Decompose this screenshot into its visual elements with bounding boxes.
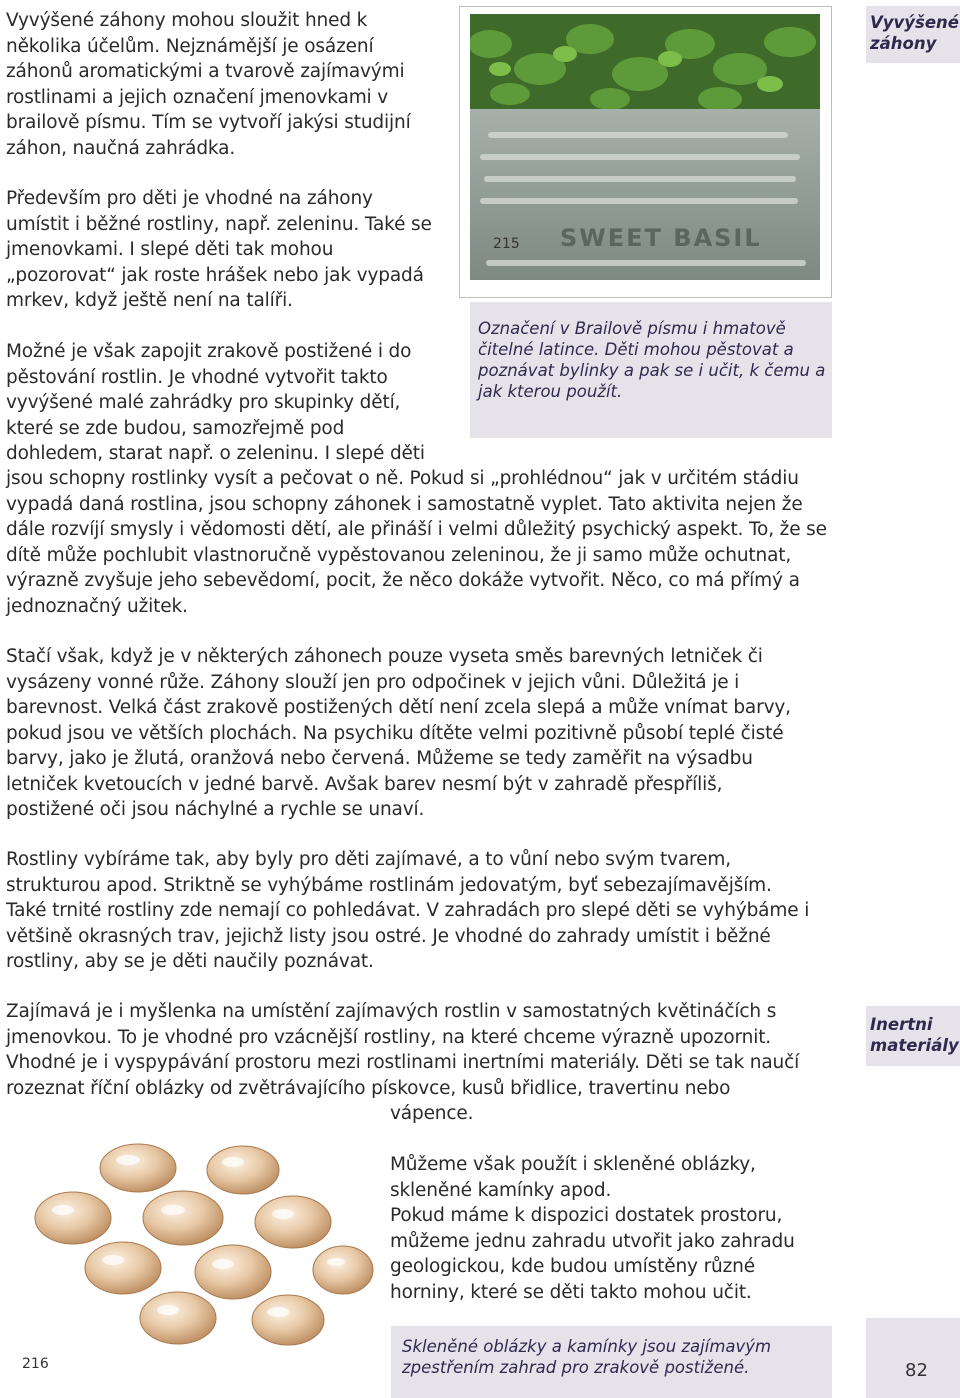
text-line: geologickou, kde budou umístěny různé — [390, 1256, 755, 1277]
text-line: Rostliny vybíráme tak, aby byly pro děti zajímavé, a to vůní nebo svým tvarem, — [6, 849, 731, 870]
text-line: dítě může pochlubit vlastnoručně vypěstovanou zeleninou, že ji samo může ochutnat, — [6, 544, 792, 566]
text-line: strukturou apod. Striktně se vyhýbáme rostlinám jedovatým, byť sebezajímavějším. — [6, 874, 772, 896]
text-line: dohledem, starat např. o zeleninu. I slepé děti — [6, 443, 425, 464]
text-line: jsou schopny rostlinky vysít a pečovat o ně. Pokud si „prohlédnou“ jak v určitém stádiu — [6, 468, 799, 489]
text-line: skleněné kamínky apod. — [390, 1179, 612, 1201]
text-line: můžeme jednu zahradu utvořit jako zahradu — [390, 1230, 795, 1252]
text-line: postižené oči jsou náchylné a rychle se unaví. — [6, 799, 425, 820]
paragraph-7 — [390, 1152, 831, 1305]
text-line: Především pro děti je vhodné na záhony — [6, 188, 373, 209]
figure-215-number: 215 — [493, 236, 520, 252]
text-line: jednoznačný užitek. — [6, 595, 188, 617]
text-line: jmenovkou. To je vhodné pro vzácnější rostliny, na které chceme výrazně upozornit. — [6, 1026, 772, 1048]
text-line: několika účelům. Nejznámější je osázení — [6, 35, 374, 57]
text-line: Vyvýšené záhony mohou sloužit hned k — [6, 10, 368, 31]
text-line: Možné je však zapojit zrakově postižené i do — [6, 341, 412, 362]
text-line: pokud jsou ve větších plochách. Na psychiku dítěte velmi pozitivně působí teplé čisté — [6, 722, 784, 744]
text-line: Vhodné je i vyspypávání prostoru mezi rostlinami inertními materiály. Děti se tak naučí — [6, 1052, 800, 1073]
sidebar-label-inert: Inertni materiály — [870, 1015, 959, 1055]
paragraph-6 — [6, 999, 831, 1101]
page-number: 82 — [905, 1360, 928, 1381]
braille-plate-image — [470, 14, 820, 280]
paragraph-1 — [6, 8, 448, 161]
text-line: vysázeny vonné růže. Záhony slouží jen pro odpočinek v jejich vůni. Důležitá je i — [6, 671, 740, 693]
paragraph-4 — [6, 644, 831, 823]
text-line: většině okrasných trav, jejichž listy jsou ostré. Je vhodné do zahrady umístit i běžné — [6, 925, 771, 947]
sidebar-label-raised-beds: Vyvýšené záhony — [870, 13, 959, 53]
text-line: rozeznat říční oblázky od zvětrávajícího pískovce, kusů břidlice, travertinu nebo — [6, 1077, 731, 1099]
text-line: výrazně zvyšuje jeho sebevědomí, pocit, že něco dokáže vytvořit. Něco, co má přímý a — [6, 570, 800, 591]
text-line: barevnost. Velká část zrakově postižených dětí není zcela slepá a může vnímat barvy, — [6, 697, 791, 718]
text-line: vypadá daná rostlina, jsou schopny záhonek i samostatně vyplet. Tato aktivita nejen že — [6, 493, 803, 515]
text-line: brailově písmu. Tím se vytvoří jakýsi studijní — [6, 112, 411, 133]
text-line: „pozorovat“ jak roste hrášek nebo jak vypadá — [6, 264, 424, 286]
caption-line: jak kterou použít. — [478, 382, 623, 401]
text-line: jmenovkami. I slepé děti tak mohou — [6, 239, 334, 260]
text-line: Pokud máme k dispozici dostatek prostoru, — [390, 1205, 783, 1226]
caption-line: poznávat bylinky a pak se i učit, k čemu a — [478, 361, 826, 380]
text-line: Můžeme však použít i skleněné oblázky, — [390, 1154, 756, 1175]
figure-215-caption — [478, 318, 828, 402]
caption-line: čitelné latince. Děti mohou pěstovat a — [478, 340, 794, 359]
paragraph-5 — [6, 847, 831, 975]
text-line: rostliny, aby se je děti naučily poznávat. — [6, 951, 374, 972]
text-line: záhonů aromatickými a tvarově zajímavými — [6, 61, 405, 82]
paragraph-2 — [6, 186, 448, 314]
text-line: Také trnité rostliny zde nemají co pohledávat. V zahradách pro slepé děti se vyhýbáme i — [6, 900, 810, 921]
text-line: mrkev, když ještě není na talíři. — [6, 290, 293, 311]
text-line: dále rozvíjí smysly i vědomosti dětí, ale přináší i velmi důležitý psychický aspekt. To, že se — [6, 519, 827, 540]
caption-line: Skleněné oblázky a kamínky jsou zajímavým — [402, 1337, 772, 1356]
figure-216-number: 216 — [22, 1356, 49, 1372]
figure-215-photo — [470, 14, 820, 280]
paragraph-3-narrow — [6, 339, 448, 467]
text-line: horniny, které se děti takto mohou učit. — [390, 1281, 752, 1303]
text-line: vyvýšené malé zahrádky pro skupinky dětí, — [6, 392, 401, 413]
caption-line: zpestřením zahrad pro zrakově postižené. — [402, 1358, 750, 1377]
paragraph-3-wide — [6, 466, 831, 619]
paragraph-6-end: vápence. — [390, 1103, 474, 1124]
text-line: pěstování rostlin. Je vhodné vytvořit takto — [6, 366, 388, 388]
text-line: rostlinami a jejich označení jmenovkami v — [6, 86, 389, 108]
text-line: umístit i běžné rostliny, např. zeleninu. Také se — [6, 213, 432, 235]
text-line: Zajímavá je i myšlenka na umístění zajímavých rostlin v samostatných květináčích s — [6, 1001, 777, 1022]
figure-216-glass-pebbles-image — [18, 1140, 378, 1350]
plate-text: SWEET BASIL — [560, 224, 762, 252]
sidebar-footer-strip — [866, 1318, 960, 1398]
text-line: záhon, naučná zahrádka. — [6, 137, 236, 159]
figure-216-caption — [402, 1336, 828, 1378]
text-line: barvy, jako je žlutá, oranžová nebo červená. Můžeme se tedy zaměřit na výsadbu — [6, 748, 753, 769]
caption-line: Označení v Brailově písmu i hmatově — [478, 319, 786, 338]
text-line: které se zde budou, samozřejmě pod — [6, 417, 345, 439]
text-line: letniček kvetoucích v jedné barvě. Avšak barev nesmí být v zahradě přespříliš, — [6, 773, 723, 795]
text-line: Stačí však, když je v některých záhonech pouze vyseta směs barevných letniček či — [6, 646, 763, 667]
